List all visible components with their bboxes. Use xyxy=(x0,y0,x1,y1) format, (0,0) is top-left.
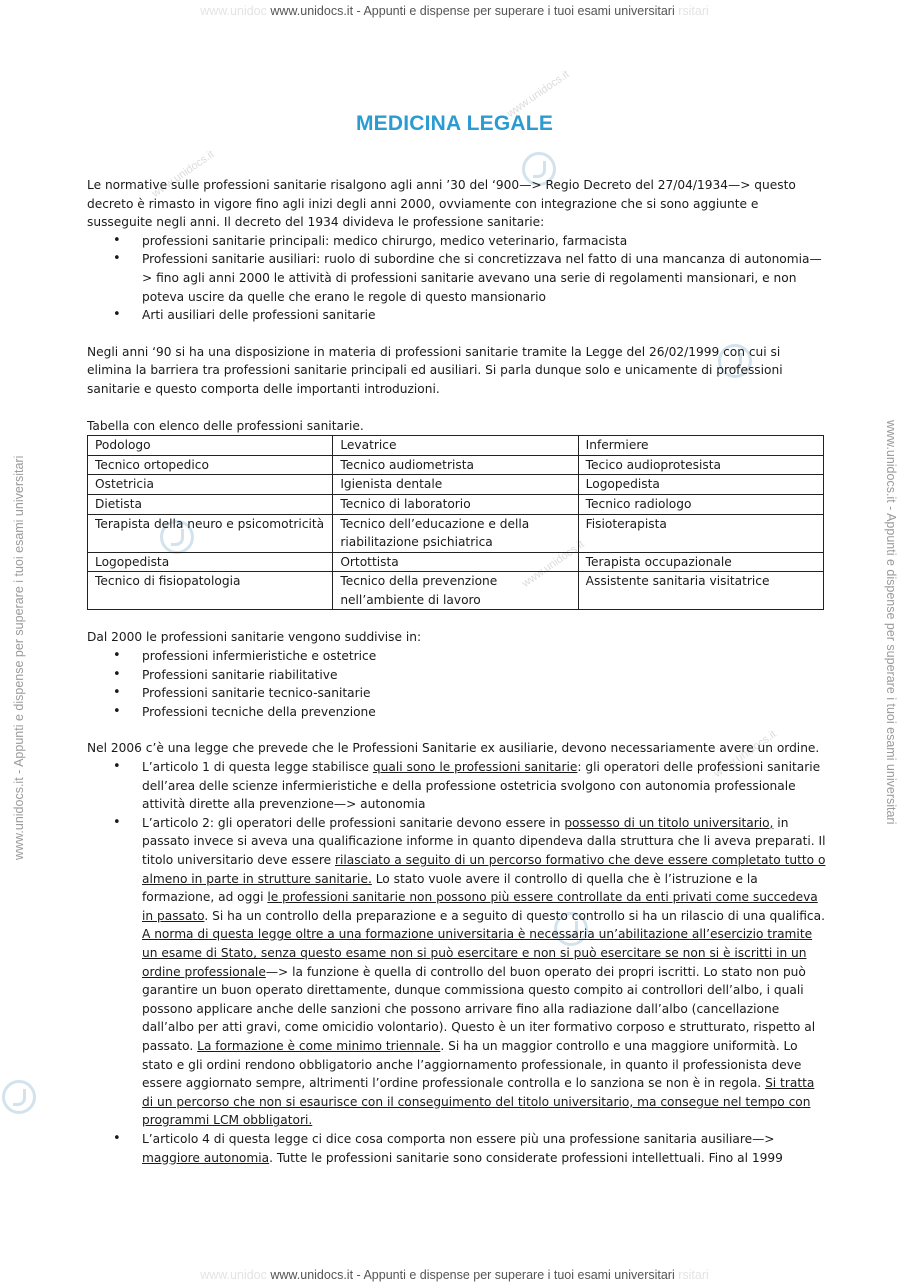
watermark-side-left: www.unidocs.it - Appunti e dispense per superare i tuoi esami universitari xyxy=(12,455,26,860)
table-row xyxy=(88,572,824,610)
underlined-text: quali sono le professioni sanitarie xyxy=(372,760,578,775)
table-cell: Fisioterapista xyxy=(578,514,823,552)
underlined-text: La formazione è come minimo triennale xyxy=(197,1038,441,1053)
watermark-ghost-right: rsitari xyxy=(678,4,709,18)
table-cell: Infermiere xyxy=(578,436,823,456)
intro-paragraph: Le normative sulle professioni sanitarie risalgono agli anni ’30 del ‘900—> Regio Decreto del 27/04/1934—> questo decreto è rimasto in vigore fino agli inizi degli anni 2000, ovviamente con integrazione che si sono aggiunte e susseguite negli anni. Il decreto del 1934 divideva le professione sanitarie: xyxy=(87,178,796,230)
table-row xyxy=(88,552,824,572)
table-cell: Tecnico ortopedico xyxy=(88,455,333,475)
table-caption: Tabella con elenco delle professioni sanitarie. xyxy=(87,418,364,433)
table-cell: Logopedista xyxy=(88,552,333,572)
section-2006-intro: Nel 2006 c’è una legge che prevede che le Professioni Sanitarie ex ausiliarie, devono necessariamente avere un ordine. xyxy=(87,741,820,756)
table-cell: Ortottista xyxy=(333,552,578,572)
text-run: : gli operatori delle professioni sanitarie dell’area delle scienze infermieristiche e della professione ostetricia svolgono con autonomia professionale attività dirette alla prevenzione—> autonomia xyxy=(142,760,821,812)
text-run: —> la funzione è quella di controllo del buon operato dei propri iscritti. Lo stato non può garantire un buon operato direttamente, dunque commissiona questo compito ai controllori dell’albo, i quali possono applicare anche delle sanzioni che possono arrivare fino alla radiazione dall’albo (cancellazione dall’albo per atti gravi, come omicidio volontario). Questo è un iter formativo corposo e strutturato, rispetto al passato. xyxy=(142,964,816,1053)
watermark-footer xyxy=(0,1268,909,1282)
table-row xyxy=(88,475,824,495)
table-cell: Dietista xyxy=(88,494,333,514)
table-cell: Logopedista xyxy=(578,475,823,495)
watermark-footer-text: www.unidocs.it - Appunti e dispense per superare i tuoi esami universitari xyxy=(270,1268,675,1282)
table-row xyxy=(88,436,824,456)
watermark-header xyxy=(0,4,909,18)
table-cell: Terapista della neuro e psicomotricità xyxy=(88,514,333,552)
text-run: . Si ha un maggior controllo e una maggiore uniformità. Lo stato e gli ordini rendono obbligatorio anche l’aggiornamento professionale, in quanto il professionista deve essere aggiornato sempre, altrimenti l’ordine professionale controlla e lo sanziona se non è in regola. xyxy=(142,1038,802,1091)
table-cell: Tecnico audiometrista xyxy=(333,455,578,475)
underlined-text: maggiore autonomia xyxy=(142,1150,270,1165)
list-item-articolo-4 xyxy=(87,1130,827,1167)
list-item-articolo-1 xyxy=(87,758,827,814)
watermark-diagonal: www.unidocs.it xyxy=(712,728,779,780)
table-cell: Assistente sanitaria visitatrice xyxy=(578,572,823,610)
table-row xyxy=(88,494,824,514)
list-item: • Professioni sanitarie riabilitative xyxy=(87,666,827,685)
table-cell: Ostetricia xyxy=(88,475,333,495)
table-cell: Tecnico radiologo xyxy=(578,494,823,514)
list-item: • Professioni sanitarie ausiliari: ruolo di subordine che si concretizzava nel fatto di una mancanza di autonomia—> fino agli anni 2000 le attività di professioni sanitarie avevano una serie di regolamenti mansionari, e non poteva uscire da quelle che erano le regole di questo mansionario xyxy=(87,250,827,306)
underlined-text: rilasciato a seguito di un percorso formativo che deve essere completato tutto o almeno in parte in strutture sanitarie. xyxy=(142,853,826,886)
intro-list xyxy=(87,232,827,325)
table-cell: Tecico audioprotesista xyxy=(578,455,823,475)
table-row xyxy=(88,514,824,552)
text-run: Lo stato vuole avere il controllo di quella che è l’istruzione e la formazione, ad oggi xyxy=(142,871,758,905)
watermark-header-text: www.unidocs.it - Appunti e dispense per superare i tuoi esami universitari xyxy=(270,4,675,18)
watermark-ghost-left: www.unidoc xyxy=(200,4,267,18)
table-cell: Tecnico della prevenzione nell’ambiente di lavoro xyxy=(333,572,578,610)
text-run: L’articolo 1 di questa legge stabilisce xyxy=(142,760,373,775)
table-cell: Tecnico dell’educazione e della riabilitazione psichiatrica xyxy=(333,514,578,552)
text-run: . Tutte le professioni sanitarie sono considerate professioni intellettuali. Fino al 1999 xyxy=(269,1150,783,1165)
watermark-ghost-left: www.unidoc xyxy=(200,1268,267,1282)
table-cell: Tecnico di laboratorio xyxy=(333,494,578,514)
underlined-text: le professioni sanitarie non possono più essere controllate da enti privati come succedeva in passato xyxy=(142,890,818,923)
section-2000-list xyxy=(87,647,827,721)
watermark-diagonal: www.unidocs.it xyxy=(150,148,217,200)
list-item: • Professioni sanitarie tecnico-sanitarie xyxy=(87,684,827,703)
text-run: . Si ha un controllo della preparazione e a seguito di questo controllo si ha un rilascio di una qualifica. xyxy=(204,908,825,923)
underlined-text: A norma di questa legge oltre a una formazione universitaria è necessaria un’abilitazione all’esercizio tramite un esame di Stato, senza questo esame non si può esercitare e non si può esercitare se non si è iscritti in un ordine professionale xyxy=(142,927,813,979)
section-2006-list xyxy=(87,758,827,1167)
text-run: L’articolo 4 di questa legge ci dice cosa comporta non essere più una professione sanitaria ausiliare—> xyxy=(142,1131,775,1146)
section-2000-intro: Dal 2000 le professioni sanitarie vengono suddivise in: xyxy=(87,630,422,645)
unidocs-logo-icon xyxy=(2,1080,36,1114)
watermark-diagonal: www.unidocs.it xyxy=(505,68,572,120)
page-title: MEDICINA LEGALE xyxy=(355,112,554,135)
list-item: • Professioni tecniche della prevenzione xyxy=(87,703,827,722)
text-run: L’articolo 2: gli operatori delle professioni sanitarie devono essere in xyxy=(142,815,565,830)
table-cell: Terapista occupazionale xyxy=(578,552,823,572)
professions-table xyxy=(87,435,824,610)
paragraph-anni-90: Negli anni ‘90 si ha una disposizione in materia di professioni sanitarie tramite la Legge del 26/02/1999 con cui si elimina la barriera tra professioni sanitarie principali ed ausiliari. Si parla dunque solo e unicamente di professioni sanitarie e questo comporta delle importanti introduzioni. xyxy=(87,344,783,396)
list-item: • Arti ausiliari delle professioni sanitarie xyxy=(87,306,827,325)
text-run: in passato invece si aveva una qualificazione informe in quanto dipendeva dalla struttura che li aveva preparati. Il titolo universitario deve essere xyxy=(142,815,826,867)
watermark-ghost-right: rsitari xyxy=(678,1268,709,1282)
underlined-text: Si tratta di un percorso che non si esaurisce con il conseguimento del titolo universitario, ma consegue nel tempo con programmi LCM obbligatori. xyxy=(142,1076,815,1128)
table-cell: Podologo xyxy=(88,436,333,456)
document-body xyxy=(87,176,827,1167)
watermark-diagonal: www.unidocs.it xyxy=(520,538,587,590)
table-cell: Tecnico di fisiopatologia xyxy=(88,572,333,610)
underlined-text: possesso di un titolo universitario, xyxy=(564,815,774,830)
table-cell: Igienista dentale xyxy=(333,475,578,495)
list-item: • professioni infermieristiche e ostetrice xyxy=(87,647,827,666)
watermark-side-right: www.unidocs.it - Appunti e dispense per superare i tuoi esami universitari xyxy=(884,420,898,825)
list-item: • professioni sanitarie principali: medico chirurgo, medico veterinario, farmacista xyxy=(87,232,827,251)
table-cell: Levatrice xyxy=(333,436,578,456)
list-item-articolo-2 xyxy=(87,814,827,1130)
table-row xyxy=(88,455,824,475)
